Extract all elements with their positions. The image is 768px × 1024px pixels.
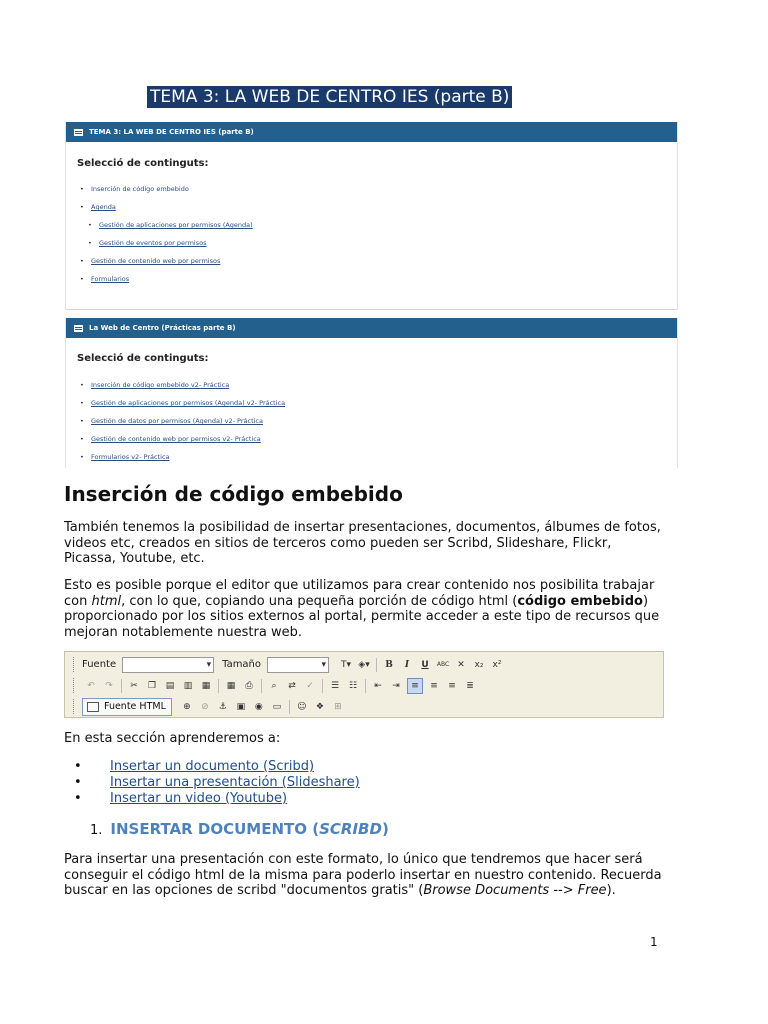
remove-format-icon[interactable]: ✕ [457,659,465,670]
align-right-icon[interactable]: ≡ [448,680,456,691]
text-strong: código embebido [517,593,643,609]
table-icon[interactable]: ▦ [226,680,236,691]
heading-text: ) [381,820,389,838]
panel-heading: Selecció de continguts: [77,353,209,364]
subsection-heading [90,820,389,838]
redo-icon[interactable]: ↷ [105,680,113,691]
link-scribd[interactable]: • Insertar un documento (Scribd) [64,759,360,775]
source-html-button[interactable] [82,698,172,716]
panel-contents-list [77,184,637,292]
grid-icon[interactable]: ⊞ [334,701,342,712]
toolbar-separator [376,658,377,672]
toolbar-row-2 [65,675,663,696]
iframe-icon[interactable]: ▭ [272,701,282,712]
panel-header-text: TEMA 3: LA WEB DE CENTRO IES (parte B) [89,128,254,136]
find-icon[interactable]: ⌕ [271,680,277,691]
underline-icon[interactable]: U [421,659,429,670]
paragraph-embed [64,578,664,640]
indent-icon[interactable]: ⇥ [392,680,400,691]
text-emphasis: Browse Documents --> Free [423,883,607,898]
contents-link[interactable]: • Gestión de datos por permisos (Agenda) v2- Práctica [77,416,637,434]
cut-icon[interactable]: ✂ [130,680,138,691]
toolbar-separator [365,679,366,693]
panel-contents-list [77,380,637,470]
anchor-icon[interactable]: ⚓ [218,701,227,712]
contents-link[interactable]: • Agenda [77,202,637,220]
toolbar-separator [218,679,219,693]
heading-text: INSERTAR DOCUMENTO ( [110,820,320,838]
paragraph-scribd [64,852,664,899]
toolbar-separator [121,679,122,693]
paragraph-intro: También tenemos la posibilidad de insertar presentaciones, documentos, álbumes de fotos, videos etc, creados en sitios de terceros como pueden ser Scribd, Slideshare, Flickr, Picassa, Youtube, etc. [64,520,661,566]
text-span: ) proporcionado por los sitios externos al portal, permite acceder a este tipo de recursos que mejoran notablemente nuestra web. [64,593,660,640]
background-color-icon[interactable]: ◈▾ [358,659,370,670]
contents-link[interactable]: • Gestión de aplicaciones por permisos (Agenda) v2- Práctica [77,398,637,416]
contents-link[interactable]: • Inserción de código embebido [77,184,637,202]
text-color-icon[interactable]: T▾ [341,659,352,670]
size-label: Tamaño [222,659,262,670]
italic-icon[interactable]: I [404,659,410,670]
text-span: ). [606,883,616,898]
bold-icon[interactable]: B [385,659,393,670]
list-icon [74,325,83,332]
unlink-icon[interactable]: ⊘ [201,701,209,712]
contents-link[interactable]: • Formularios v2- Práctica [77,452,637,470]
replace-icon[interactable]: ⇄ [288,680,296,691]
print-icon[interactable]: ⎙ [245,680,253,691]
source-html-label: Fuente HTML [104,700,166,712]
copy-icon[interactable]: ❐ [147,680,157,691]
contents-link[interactable]: • Gestión de eventos por permisos [77,238,637,256]
smiley-icon[interactable]: ☺ [297,701,307,712]
numbered-list-icon[interactable]: ☰ [330,680,340,691]
toolbar-grip [73,657,76,672]
font-label: Fuente [82,659,117,670]
text-span: Para insertar una presentación con este formato, lo único que tendremos que hacer será conseguir el código html de la misma para poderlo insertar en nuestro contenido. Recuerda buscar en las opciones de scribd "documentos gratis" ( [64,852,662,898]
image-icon[interactable]: ▣ [236,701,246,712]
special-char-icon[interactable]: ❖ [315,701,324,712]
panel-header-bar [66,318,677,338]
panel-header-bar [66,122,677,142]
undo-icon[interactable]: ↶ [87,680,95,691]
panel-divider [66,309,677,310]
heading-number: 1. [90,823,103,838]
paste-word-icon[interactable]: ▦ [201,680,211,691]
link-youtube[interactable]: • Insertar un video (Youtube) [64,791,360,807]
link-slideshare[interactable]: • Insertar una presentación (Slideshare) [64,775,360,791]
contents-panel-1 [65,122,678,310]
font-select[interactable] [122,657,214,673]
source-icon [87,702,99,712]
text-span: Esto es posible porque el editor que utilizamos para crear contenido nos posibilita trabajar con [64,578,655,609]
toolbar-row-3 [65,696,663,717]
align-left-icon[interactable]: ≡ [407,678,423,694]
contents-panel-2 [65,318,678,468]
paste-icon[interactable]: ▤ [165,680,175,691]
flash-icon[interactable]: ◉ [254,701,263,712]
size-select[interactable] [267,657,329,673]
bulleted-list-icon[interactable]: ☷ [348,680,358,691]
toolbar-separator [261,679,262,693]
outdent-icon[interactable]: ⇤ [374,680,382,691]
paste-text-icon[interactable]: ▥ [183,680,193,691]
subscript-icon[interactable]: x₂ [474,659,484,670]
contents-link[interactable]: • Gestión de contenido web por permisos v2- Práctica [77,434,637,452]
toolbar-row-1 [65,654,663,675]
section-heading: Inserción de código embebido [64,482,403,506]
panel-heading: Selecció de continguts: [77,158,209,169]
page-number: 1 [650,935,658,949]
contents-link[interactable]: • Gestión de aplicaciones por permisos (Agenda) [77,220,637,238]
strikethrough-icon[interactable]: ABC [436,660,450,668]
link-list [64,759,360,807]
align-center-icon[interactable]: ≡ [430,680,438,691]
text-span: , con lo que, copiando una pequeña porción de código html ( [121,593,518,609]
editor-toolbar [64,651,664,718]
toolbar-separator [289,700,290,714]
toolbar-grip [73,678,76,693]
text-emphasis: html [91,593,122,609]
panel-header-text: La Web de Centro (Prácticas parte B) [89,324,236,332]
superscript-icon[interactable]: x² [492,659,502,670]
list-intro: En esta sección aprenderemos a: [64,731,281,746]
document-title: TEMA 3: LA WEB DE CENTRO IES (parte B) [147,86,512,108]
contents-link[interactable]: • Gestión de contenido web por permisos [77,256,637,274]
heading-emphasis: SCRIBD [319,820,382,838]
spellcheck-icon[interactable]: ✓ [306,680,314,691]
toolbar-grip [73,699,76,714]
link-icon[interactable]: ⊕ [183,701,191,712]
toolbar-separator [322,679,323,693]
contents-link[interactable]: • Inserción de código embebido v2- Práctica [77,380,637,398]
contents-link[interactable]: • Formularios [77,274,637,292]
align-justify-icon[interactable]: ≣ [466,680,474,691]
list-icon [74,129,83,136]
